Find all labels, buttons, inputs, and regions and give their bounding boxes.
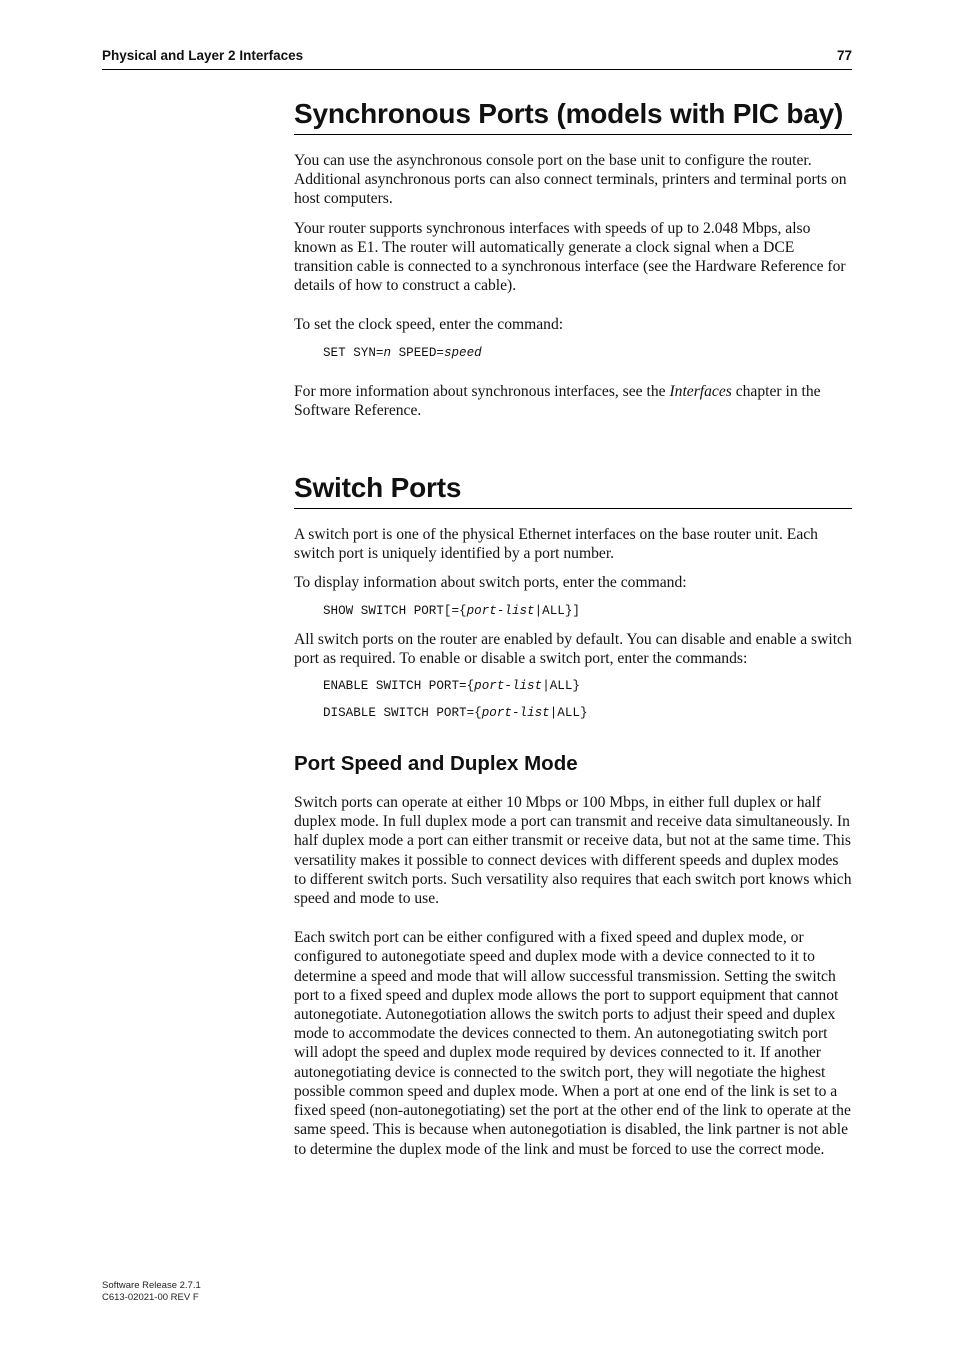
switch-ports-heading: Switch Ports — [294, 470, 852, 509]
cmd-variable: port-list — [474, 679, 543, 694]
cmd-text: SPEED= — [391, 345, 444, 360]
duplex-paragraph-1: Switch ports can operate at either 10 Mbps or 100 Mbps, in either full duplex or half duplex mode. In full duplex mode a port can transmit and receive data simultaneously. In half duplex mode a port can either transmit or receive data, but not at the same time. This versatility makes it possible to connect devices with different speeds and duplex modes to different switch ports. Such versatility also requires that each switch port knows which speed and mode to use. — [294, 794, 852, 908]
disable-switch-port-command — [323, 705, 852, 722]
cmd-text: |ALL} — [542, 679, 580, 694]
text-run: For more information about synchronous interfaces, see the — [294, 382, 670, 400]
cmd-variable: port-list — [481, 706, 550, 721]
cmd-text: SET SYN= — [323, 345, 384, 360]
running-section-title: Physical and Layer 2 Interfaces — [102, 48, 304, 63]
page-header — [102, 48, 852, 70]
sync-paragraph-4 — [294, 382, 852, 420]
software-release: Software Release 2.7.1 — [102, 1280, 201, 1291]
sync-paragraph-3: To set the clock speed, enter the command: — [294, 316, 564, 334]
cmd-variable: n — [383, 345, 392, 360]
switch-paragraph-2: To display information about switch ports, enter the command: — [294, 574, 687, 592]
sync-paragraph-2: Your router supports synchronous interfaces with speeds of up to 2.048 Mbps, also known as E1. The router will automatically generate a clock signal when a DCE transition cable is connected to a synchronous interface (see the Hardware Reference for details of how to construct a cable). — [294, 219, 846, 295]
document-number: C613-02021-00 REV F — [102, 1292, 199, 1303]
page-number: 77 — [836, 48, 852, 63]
sync-ports-heading: Synchronous Ports (models with PIC bay) — [294, 96, 852, 135]
switch-paragraph-3: All switch ports on the router are enabled by default. You can disable and enable a switch port as required. To enable or disable a switch port, enter the commands: — [294, 630, 852, 667]
cmd-variable: port-list — [466, 603, 535, 618]
cmd-text: SHOW SWITCH PORT[={ — [323, 603, 467, 618]
page-footer — [102, 1280, 201, 1304]
switch-paragraph-1: A switch port is one of the physical Ethernet interfaces on the base router unit. Each switch port is uniquely identified by a port number. — [294, 526, 818, 563]
enable-switch-port-command — [323, 678, 852, 695]
cmd-text: ENABLE SWITCH PORT={ — [323, 679, 475, 694]
main-content — [294, 96, 852, 1169]
port-speed-duplex-heading: Port Speed and Duplex Mode — [294, 752, 578, 776]
cmd-variable: speed — [443, 345, 482, 360]
sync-paragraph-1: You can use the asynchronous console port on the base unit to configure the router. Additional asynchronous ports can also connect terminals, printers and terminal ports on host computers. — [294, 152, 847, 208]
set-syn-command — [323, 345, 852, 362]
show-switch-port-command — [323, 603, 852, 620]
duplex-paragraph-2: Each switch port can be either configured with a fixed speed and duplex mode, or configured to autonegotiate speed and duplex mode with a device connected to it to determine a speed and mode that will allow successful transmission. Setting the switch port to a fixed speed and duplex mode allows the port to support equipment that cannot autonegotiate. Autonegotiation allows the switch ports to adjust their speed and duplex mode to accommodate the devices connected to them. An autonegotiating switch port will adopt the speed and duplex mode required by devices connected to it. If another autonegotiating device is connected to the switch port, they will negotiate the highest possible common speed and duplex mode. When a port at one end of the link is set to a fixed speed (non-autonegotiating) set the port at the other end of the link to operate at the same speed. This is because when autonegotiation is disabled, the link partner is not able to determine the duplex mode of the link and must be forced to use the correct mode. — [294, 929, 851, 1158]
cmd-text: |ALL}] — [534, 603, 580, 618]
cmd-text: |ALL} — [549, 706, 588, 721]
text-run: chapter in the Software Reference. — [294, 382, 821, 419]
chapter-reference: Interfaces — [669, 382, 732, 400]
cmd-text: DISABLE SWITCH PORT={ — [323, 706, 482, 721]
